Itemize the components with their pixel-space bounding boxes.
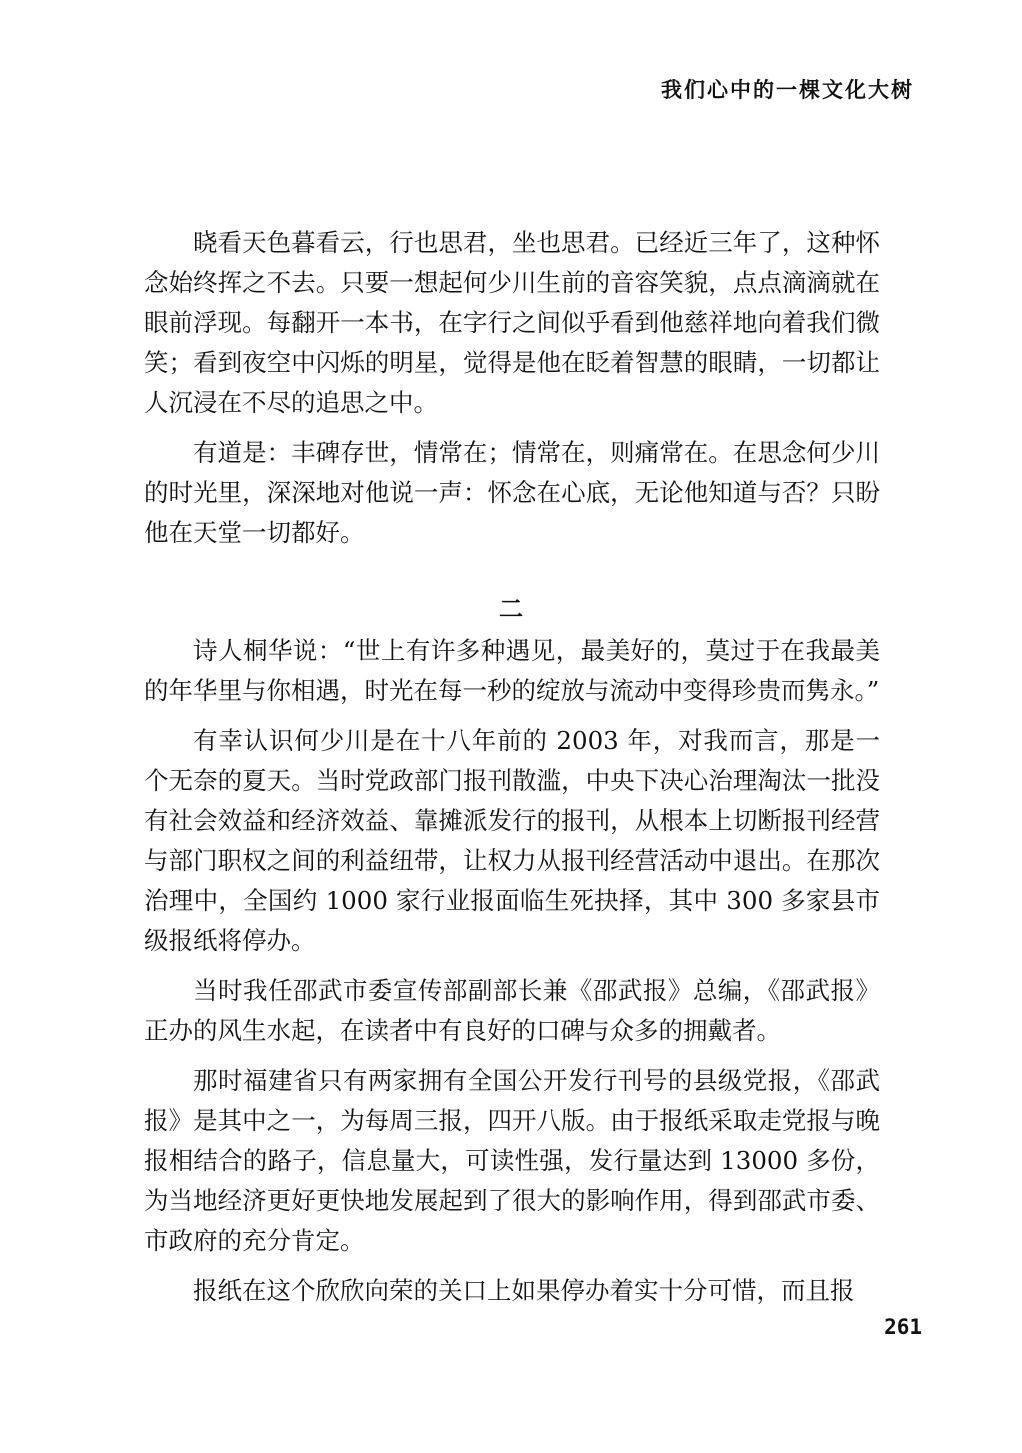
paragraph: 那时福建省只有两家拥有全国公开发行刊号的县级党报，《邵武报》是其中之一，为每周三报，四开八版。由于报纸采取走党报与晚报相结合的路子，信息量大，可读性强，发行量达到 13000 多份，为当地经济更好更快地发展起到了很大的影响作用，得到邵武市委、市政府的充分肯定。	[144, 1066, 880, 1255]
paragraph: 报纸在这个欣欣向荣的关口上如果停办着实十分可惜，而且报	[193, 1276, 855, 1305]
body-text-after	[144, 631, 880, 1321]
running-head: 我们心中的一棵文化大树	[661, 78, 914, 102]
paragraph: 有道是：丰碑存世，情常在；情常在，则痛常在。在思念何少川的时光里，深深地对他说一声：怀念在心底，无论他知道与否？只盼他在天堂一切都好。	[144, 438, 880, 547]
section-number: 二	[499, 594, 523, 623]
paragraph: 有幸认识何少川是在十八年前的 2003 年，对我而言，那是一个无奈的夏天。当时党政部门报刊散滥，中央下决心治理淘汰一批没有社会效益和经济效益、靠摊派发行的报刊，从根本上切断报刊经营与部门职权之间的利益纽带，让权力从报刊经营活动中退出。在那次治理中，全国约 1000 家行业报面临生死抉择，其中 300 多家县市级报纸将停办。	[144, 726, 880, 955]
paragraph: 诗人桐华说：“世上有许多种遇见，最美好的，莫过于在我最美的年华里与你相遇，时光在每一秒的绽放与流动中变得珍贵而隽永。”	[144, 636, 880, 705]
page-number: 261	[884, 1315, 922, 1339]
paragraph: 晓看天色暮看云，行也思君，坐也思君。已经近三年了，这种怀念始终挥之不去。只要一想起何少川生前的音容笑貌，点点滴滴就在眼前浮现。每翻开一本书，在字行之间似乎看到他慈祥地向着我们微笑；看到夜空中闪烁的明星，觉得是他在眨着智慧的眼睛，一切都让人沉浸在不尽的追思之中。	[144, 228, 880, 417]
body-text-before	[144, 223, 880, 563]
paragraph: 当时我任邵武市委宣传部副部长兼《邵武报》总编，《邵武报》正办的风生水起，在读者中有良好的口碑与众多的拥戴者。	[144, 976, 880, 1045]
